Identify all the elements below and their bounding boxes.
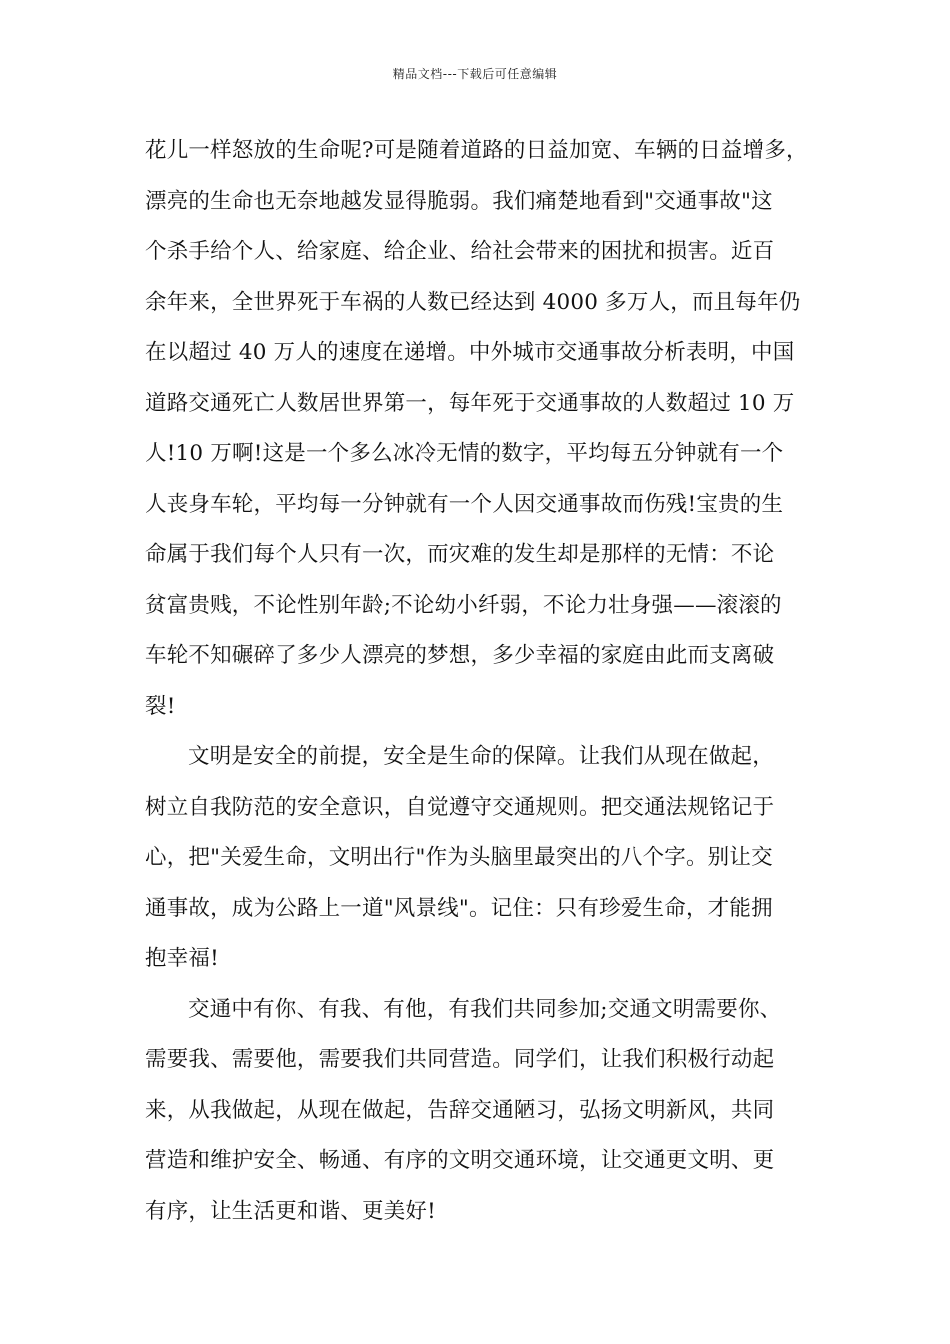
text-line: 心，把"关爱生命，文明出行"作为头脑里最突出的八个字。别让交 [145, 845, 773, 870]
text-line: 个杀手给个人、给家庭、给企业、给社会带来的困扰和损害。近百 [145, 239, 775, 264]
text-line: 花儿一样怒放的生命呢?可是随着道路的日益加宽、车辆的日益增多， [145, 138, 808, 163]
text-line: 贫富贵贱，不论性别年龄;不论幼小纤弱，不论力壮身强——滚滚的 [145, 592, 782, 618]
text-line: 命属于我们每个人只有一次，而灾难的发生却是那样的无情：不论 [145, 542, 775, 567]
text-line: 文明是安全的前提，安全是生命的保障。让我们从现在做起， [188, 744, 774, 769]
text-line: 树立自我防范的安全意识，自觉遵守交通规则。把交通法规铭记于 [145, 794, 775, 820]
paragraph-3 [145, 985, 809, 1238]
document-body [145, 126, 809, 1237]
text-line: 需要我、需要他，需要我们共同营造。同学们，让我们积极行动起 [145, 1047, 775, 1072]
text-line: 道路交通死亡人数居世界第一，每年死于交通事故的人数超过 10 万 [145, 390, 795, 416]
text-line: 通事故，成为公路上一道"风景线"。记住：只有珍爱生命，才能拥 [145, 895, 773, 921]
text-line: 交通中有你、有我、有他，有我们共同参加;交通文明需要你、 [188, 996, 782, 1022]
text-line: 来，从我做起，从现在做起，告辞交通陋习，弘扬文明新风，共同 [145, 1097, 775, 1123]
text-line: 在以超过 40 万人的速度在递增。中外城市交通事故分析表明，中国 [145, 340, 795, 365]
text-line: 漂亮的生命也无奈地越发显得脆弱。我们痛楚地看到"交通事故"这 [145, 188, 773, 214]
paragraph-2 [145, 732, 809, 985]
text-line: 人丧身车轮，平均每一分钟就有一个人因交通事故而伤残!宝贵的生 [145, 491, 784, 517]
text-line: 余年来，全世界死于车祸的人数已经达到 4000 多万人，而且每年仍 [145, 289, 801, 315]
paragraph-1 [145, 126, 809, 732]
text-line: 裂! [145, 693, 176, 719]
text-line: 营造和维护安全、畅通、有序的文明交通环境，让交通更文明、更 [145, 1148, 775, 1173]
text-line: 有序，让生活更和谐、更美好! [145, 1198, 436, 1224]
text-line: 人!10 万啊!这是一个多么冰冷无情的数字，平均每五分钟就有一个 [145, 441, 784, 466]
text-line: 抱幸福! [145, 946, 219, 971]
text-line: 车轮不知碾碎了多少人漂亮的梦想，多少幸福的家庭由此而支离破 [145, 643, 775, 668]
page-header: 精品文档---下载后可任意编辑 [392, 67, 558, 81]
